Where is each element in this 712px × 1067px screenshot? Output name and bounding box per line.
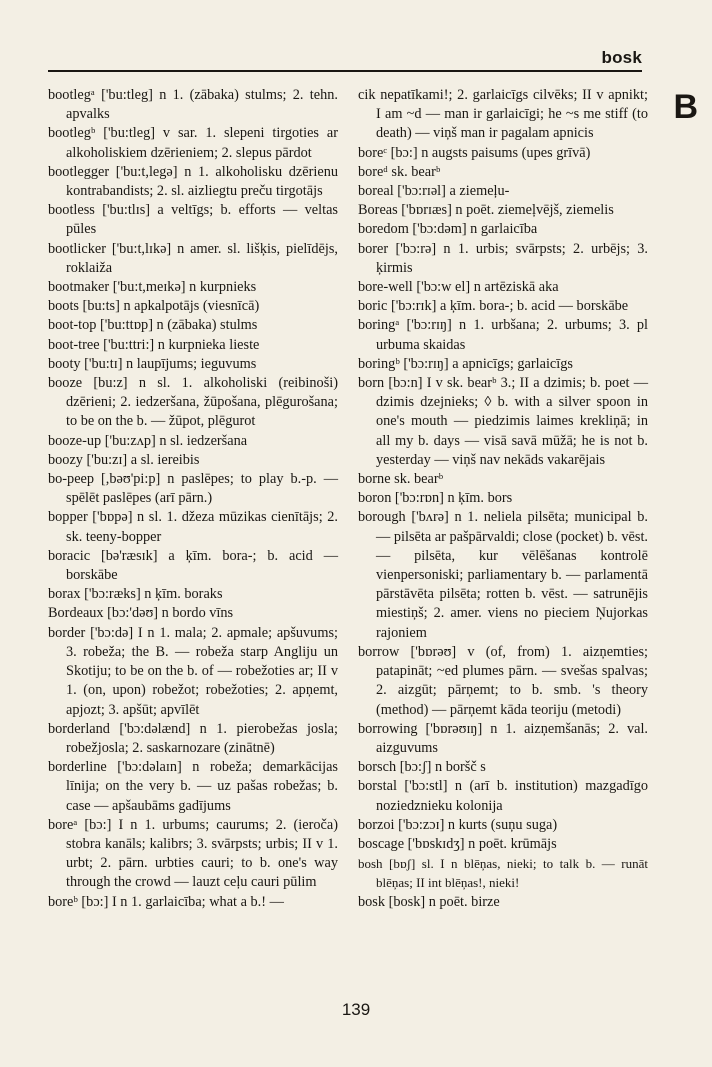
entry: boric ['bɔ:rɪk] a ķīm. bora-; b. acid — borskābe	[358, 298, 629, 315]
entry: boracic [bə'ræsɪk] a ķīm. bora-; b. acid — borskābe	[48, 547, 338, 584]
entry: border ['bɔ:də] I n 1. mala; 2. apmale; apšuvums; 3. robeža; the B. — robeža starp Angliju un Skotiju; to be on the b. of — robežoties ar; II v 1. (on, upon) robežot; robežoties; 2. apņemt, apjozt; 3. apšūt; apvīlēt	[48, 624, 338, 718]
entry: boozy ['bu:zɪ] a sl. iereibis	[48, 451, 200, 468]
entry: cik nepatīkami!; 2. garlaicīgs cilvēks; II v apnikt; I am ~d — man ir garlaicīgi; he ~s me stiff (to death) — viņš man ir pagalam apnicis	[358, 87, 648, 142]
entry: borrowing ['bɒrəʊɪŋ] n 1. aizņemšanās; 2. val. aizguvums	[358, 720, 648, 756]
entry: boringᵇ ['bɔ:rɪŋ] a apnicīgs; garlaicīgs	[358, 355, 573, 372]
entry: bore-well ['bɔ:w el] n artēziskā aka	[358, 279, 559, 296]
entry: booze [bu:z] n sl. 1. alkoholiski (reibinoši) dzērieni; 2. iedzeršana, žūpošana, plēgurošana; to be on the b. — žūpot, plēgurot	[48, 375, 338, 430]
entry: borstal ['bɔ:stl] n (arī b. institution) mazgadīgo noziedznieku kolonija	[358, 778, 648, 814]
entry: booze-up ['bu:zʌp] n sl. iedzeršana	[48, 432, 248, 449]
entry: borne sk. bearᵇ	[358, 471, 444, 488]
entry: borderline ['bɔ:dəlaɪn] n robeža; demarkācijas līnija; on the very b. — uz pašas robežas; b. case — apšaubāms gadījums	[48, 759, 338, 814]
entry: boreal ['bɔ:rɪəl] a ziemeļu-	[358, 183, 510, 200]
entry: borzoi ['bɔ:zɔɪ] n kurts (suņu suga)	[358, 816, 558, 833]
entry: born [bɔ:n] I v sk. bearᵇ 3.; II a dzimis; b. poet — dzimis dzejnieks; ◊ b. with a silver spoon in one's mouth — piedzimis laimes krekliņā; in all my b. days — visā savā mūžā; he is not b. yesterday — viņš nav nekāds vakarējais	[358, 375, 648, 468]
section-letter-tab: B	[673, 88, 698, 126]
left-column	[48, 86, 338, 912]
entry: boot-tree ['bu:ttri:] n kurpnieka lieste	[48, 336, 260, 353]
entry: Bordeaux [bɔ:'dəʊ] n bordo vīns	[48, 605, 234, 622]
entry: booty ['bu:tɪ] n laupījums; ieguvums	[48, 355, 257, 372]
entry: bootless ['bu:tlɪs] a veltīgs; b. efforts — veltas pūles	[48, 202, 338, 238]
entry: bootlegᵃ ['bu:tleg] n 1. (zābaka) stulms; 2. tehn. apvalks	[48, 87, 338, 123]
entry: borer ['bɔ:rə] n 1. urbis; svārpsts; 2. urbējs; 3. ķirmis	[358, 240, 648, 276]
entry: bootmaker ['bu:t,meɪkə] n kurpnieks	[48, 279, 257, 296]
entry: bootlicker ['bu:t,lɪkə] n amer. sl. lišķis, pielīdējs, roklaiža	[48, 240, 338, 276]
entry: bopper ['bɒpə] n sl. 1. džeza mūzikas cienītājs; 2. sk. teeny-bopper	[48, 509, 338, 545]
entry: bo-peep [,bəʊ'pi:p] n paslēpes; to play b.-p. — spēlēt paslēpes (arī pārn.)	[48, 471, 338, 507]
entry: boscage ['bɒskɪdʒ] n poēt. krūmājs	[358, 835, 557, 852]
entry: bosk [bosk] n poēt. birze	[358, 893, 500, 910]
entry: borsch [bɔ:ʃ] n boršč s	[358, 759, 486, 776]
entry: boreᵃ [bɔ:] I n 1. urbums; caurums; 2. (ieroča) stobra kanāls; kalibrs; 3. svārpsts; urbis; II v 1. urbt; 2. pārn. urbties cauri; to b. one's way through the crowd — lauzt ceļu cauri pūlim	[48, 816, 338, 891]
guide-word: bosk	[601, 48, 642, 67]
entry: bootlegᵇ ['bu:tleg] v sar. 1. slepeni tirgoties ar alkoholiskiem dzērieniem; 2. slepus pārdot	[48, 125, 338, 161]
entry: borax ['bɔ:ræks] n ķīm. boraks	[48, 586, 223, 603]
entry: bootlegger ['bu:t,legə] n 1. alkoholisku dzērienu kontrabandists; 2. sl. aizliegtu preču tirgotājs	[48, 163, 338, 200]
entry: boron ['bɔ:rɒn] n ķīm. bors	[358, 490, 513, 507]
entry: bosh [bɒʃ] sl. I n blēņas, nieki; to talk b. — runāt blēņas; II int blēņas!, nieki!	[358, 856, 648, 891]
page-number: 139	[341, 1000, 371, 1019]
entry: boreᵇ [bɔ:] I n 1. garlaicība; what a b.! —	[48, 893, 284, 910]
entry: borrow ['bɒrəʊ] v (of, from) 1. aizņemties; patapināt; ~ed plumes pārn. — svešas spalvas; 2. aizgūt; pārņemt; to b. smb. 's theory (method) — pārņemt kāda teoriju (metodi)	[358, 643, 648, 718]
entry: borough ['bʌrə] n 1. neliela pilsēta; municipal b. — pilsēta ar pašpārvaldi; close (pocket) b. vēst. — pilsēta, kur vēlēšanas kontrolē vienpersoniski; parliamentary b. — parlamentā pārstāvēta pilsēta; rotten b. vēst. — satrunējis miestiņš; 2. amer. viens no pieciem Ņujorkas rajoniem	[358, 509, 648, 641]
entry: Boreas ['bɒrɪæs] n poēt. ziemeļvējš, ziemelis	[358, 202, 614, 219]
entry: boredom ['bɔ:dəm] n garlaicība	[358, 221, 538, 238]
entry: boot-top ['bu:ttɒp] n (zābaka) stulms	[48, 317, 258, 334]
header-rule	[48, 70, 642, 72]
entry: boreᶜ [bɔ:] n augsts paisums (upes grīvā)	[358, 144, 591, 161]
entry: borderland ['bɔ:dəlænd] n 1. pierobežas josla; robežjosla; 2. saskarnozare (zinātnē)	[48, 720, 338, 756]
right-column	[358, 86, 648, 912]
entry: boots [bu:ts] n apkalpotājs (viesnīcā)	[48, 298, 260, 315]
entry: boreᵈ sk. bearᵇ	[358, 163, 441, 180]
entry: boringᵃ ['bɔ:rɪŋ] n 1. urbšana; 2. urbums; 3. pl urbuma skaidas	[358, 317, 648, 353]
